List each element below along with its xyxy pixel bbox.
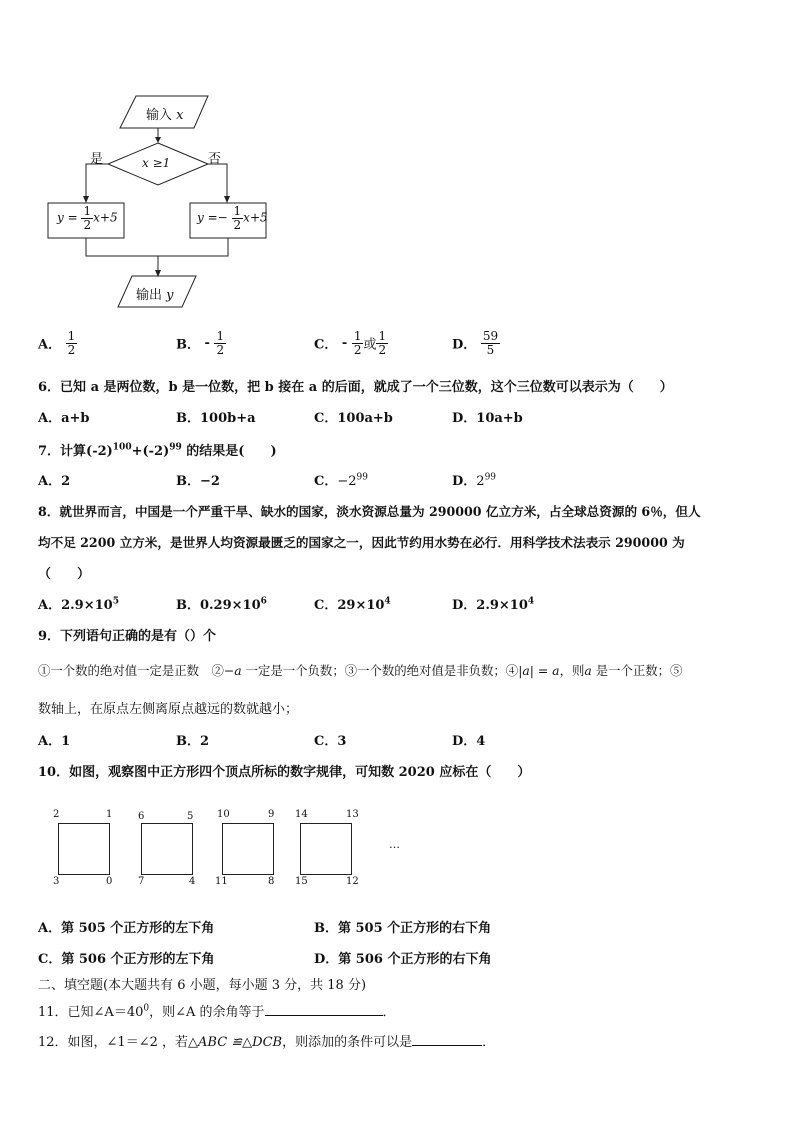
q9-var-neg-a: −a: [223, 663, 242, 678]
q11: [38, 1001, 396, 1020]
input-var: x: [176, 108, 184, 123]
option-label: A．: [38, 337, 62, 353]
q11-answer-blank[interactable]: [265, 1003, 383, 1016]
sq4-bottom-left: 15: [295, 876, 308, 887]
q9-abs-expr: |a| = a: [518, 663, 560, 678]
sq2-top-right: 5: [187, 811, 194, 822]
q6-option-a: A．a+b: [38, 411, 90, 426]
q10-square-2: [141, 823, 193, 875]
or-text: 或: [363, 337, 377, 353]
q7-stem-post: 的结果是( ): [181, 444, 277, 459]
flowchart-input-text: [146, 104, 184, 123]
q12-end: ．: [482, 1035, 496, 1050]
exponent: 99: [484, 472, 497, 483]
left-box-fraction: [81, 205, 93, 231]
q11-post: ，则∠A 的余角等于: [149, 1005, 265, 1020]
q12-post: ，则添加的条件可以是: [282, 1035, 413, 1050]
right-box-fraction: [232, 205, 244, 231]
exponent: 6: [260, 596, 267, 607]
q10-ellipsis: …: [389, 838, 400, 851]
q10-square-3: [222, 823, 274, 875]
q8-line-2: 均不足 2200 立方米，是世界人均资源最匮乏的国家之一，因此节约用水势在必行．用科学技术法表示 290000 为: [38, 535, 685, 550]
q5-c-fraction-2: [376, 330, 388, 356]
q8-line-1: 8．就世界而言，中国是一个严重干旱、缺水的国家，淡水资源总量为 290000 亿立方米，占全球总资源的 6％，但人: [38, 504, 701, 519]
left-box-rest: x+5: [93, 210, 118, 225]
q7-option-b: B．−2: [176, 474, 220, 489]
q8-option-d: [452, 594, 534, 613]
output-var: y: [166, 288, 174, 303]
frac-num: 1: [83, 204, 92, 218]
input-label: 输入: [146, 108, 173, 123]
q10-option-c: C．第 506 个正方形的左下角: [38, 952, 215, 967]
sq3-top-left: 10: [217, 809, 230, 820]
q5-option-d: [452, 330, 500, 356]
sq4-top-right: 13: [346, 809, 359, 820]
exponent: 4: [527, 596, 535, 607]
base: 2: [476, 474, 485, 489]
q9-statements-line-1: [38, 661, 682, 679]
q10-stem: 10．如图，观察图中正方形四个顶点所标的数字规律，可知数 2020 应标在（ ）: [38, 765, 531, 780]
q5-option-b: [176, 330, 226, 356]
q7-option-c: [314, 470, 368, 489]
flowchart-no-label: 否: [208, 152, 222, 167]
flowchart-yes-label: 是: [90, 152, 104, 167]
right-box-formula: [197, 205, 268, 231]
flowchart-output-text: [136, 284, 174, 303]
frac-den: 2: [353, 342, 362, 357]
exponent: 5: [112, 596, 119, 607]
q12-congruence: △ABC ≌△DCB: [188, 1035, 283, 1050]
q5-d-fraction: [481, 330, 500, 356]
q8-line-3: （ ）: [38, 567, 91, 582]
q6-option-c: C．100a+b: [314, 411, 393, 426]
q5-option-c: [314, 330, 388, 356]
sq3-bottom-left: 11: [215, 876, 228, 887]
sq2-bottom-left: 7: [138, 876, 145, 887]
sq3-top-right: 9: [268, 809, 275, 820]
left-box-formula: [57, 205, 118, 231]
minus-sign: -: [341, 335, 348, 351]
exponent: 99: [356, 472, 368, 483]
option-label: D．: [452, 474, 477, 489]
q5-c-fraction-1: [352, 330, 364, 356]
sq1-bottom-left: 3: [53, 876, 60, 887]
q10-square-figure: [0, 800, 794, 895]
q7-stem-pre: 7．计算(-2): [38, 444, 113, 459]
q5-b-fraction: [214, 330, 226, 356]
frac-den: 2: [216, 342, 225, 357]
option-label: C．: [314, 474, 338, 489]
q8-option-b: [176, 594, 267, 613]
q10-option-b: B．第 505 个正方形的右下角: [314, 921, 492, 936]
frac-num: 1: [67, 329, 76, 343]
option-label: B．: [176, 337, 200, 353]
q5-a-fraction: [66, 330, 78, 356]
q11-degree: 0: [143, 1003, 150, 1014]
option-text: A．2.9×10: [38, 598, 113, 613]
q7-option-d: [452, 470, 496, 489]
q11-end: ．: [382, 1005, 396, 1020]
option-label: C．: [314, 337, 338, 353]
output-label: 输出: [136, 288, 163, 303]
q7-exponent-2: 99: [169, 442, 182, 453]
q6-option-b: B．100b+a: [176, 411, 256, 426]
q7-stem-mid: +(-2): [131, 444, 170, 459]
q10-square-4: [300, 823, 352, 875]
sq4-bottom-right: 12: [346, 876, 359, 887]
q10-option-a: A．第 505 个正方形的左下角: [38, 921, 215, 936]
base: −2: [337, 474, 357, 489]
frac-num: 59: [482, 329, 499, 343]
section-2-heading: 二、填空题(本大题共有 6 小题，每小题 3 分，共 18 分): [38, 978, 367, 993]
sq2-bottom-right: 4: [189, 876, 196, 887]
q7-option-a: A．2: [38, 474, 71, 489]
q9-option-d: D．4: [452, 734, 486, 749]
q12-pre: 12．如图，∠1＝∠2 ，若: [38, 1035, 189, 1050]
q9-option-b: B．2: [176, 734, 210, 749]
sq3-bottom-right: 8: [268, 876, 275, 887]
right-box-lhs: y =−: [197, 210, 228, 225]
option-text: D．2.9×10: [452, 598, 528, 613]
q6-stem: 6．已知 a 是两位数，b 是一位数，把 b 接在 a 的后面，就成了一个三位数，这个三位数可以表示为（ ）: [38, 380, 673, 395]
q9-option-c: C．3: [314, 734, 347, 749]
flowchart-condition: x ≥1: [142, 156, 171, 170]
q7-exponent-1: 100: [112, 442, 132, 453]
q11-pre: 11．已知∠A＝40: [38, 1005, 144, 1020]
q8-option-a: [38, 594, 119, 613]
sq2-top-left: 6: [138, 811, 145, 822]
frac-den: 2: [67, 342, 76, 357]
frac-num: 1: [216, 329, 225, 343]
q12-answer-blank[interactable]: [412, 1033, 482, 1046]
option-label: D．: [452, 337, 477, 353]
q9-stem: 9．下列语句正确的是有（）个: [38, 629, 217, 644]
q7-stem: [38, 440, 277, 459]
q9-s4: 是一个正数；⑤: [591, 663, 683, 678]
frac-den: 2: [378, 342, 387, 357]
q6-option-d: D．10a+b: [452, 411, 523, 426]
q9-s2: 一定是一个负数；③一个数的绝对值是非负数；④: [241, 663, 519, 678]
sq1-top-right: 1: [106, 809, 113, 820]
q9-option-a: A．1: [38, 734, 71, 749]
q10-option-d: D．第 506 个正方形的右下角: [314, 952, 492, 967]
right-box-rest: x+5: [243, 210, 268, 225]
q9-s3: ，则: [559, 663, 585, 678]
frac-num: 1: [378, 329, 387, 343]
q5-option-a: [38, 330, 77, 356]
frac-den: 2: [83, 217, 92, 232]
frac-den: 5: [486, 342, 495, 357]
q12: [38, 1031, 495, 1050]
q8-option-c: [314, 594, 391, 613]
minus-sign: -: [204, 335, 210, 351]
frac-den: 2: [233, 217, 242, 232]
q10-square-1: [58, 823, 110, 875]
option-text: C．29×10: [314, 598, 385, 613]
q9-statements-line-2: 数轴上，在原点左侧离原点越远的数就越小；: [38, 702, 299, 717]
q9-var-a: a: [584, 663, 592, 678]
exponent: 4: [384, 596, 391, 607]
frac-num: 1: [353, 329, 362, 343]
option-text: B．0.29×10: [176, 598, 261, 613]
sq1-top-left: 2: [53, 809, 60, 820]
sq4-top-left: 14: [295, 809, 308, 820]
sq1-bottom-right: 0: [106, 876, 113, 887]
flowchart: [0, 0, 794, 320]
left-box-lhs: y =: [57, 210, 78, 225]
q9-s1: ①一个数的绝对值一定是正数 ②: [38, 663, 224, 678]
frac-num: 1: [233, 204, 242, 218]
